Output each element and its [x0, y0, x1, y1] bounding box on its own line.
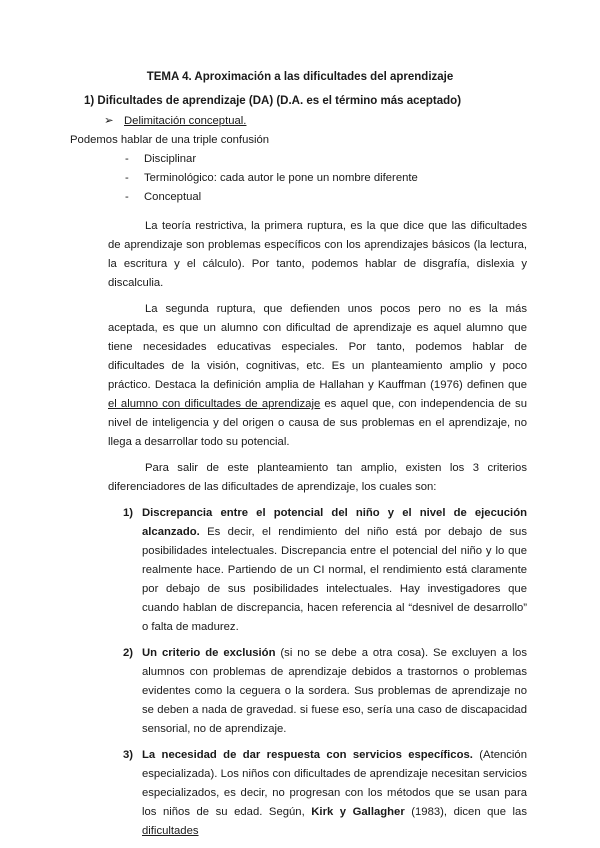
dash-bullet: -	[125, 172, 129, 184]
list-item	[125, 169, 418, 188]
criterion-text: Es decir, el rendimiento del niño está por debajo de sus posibilidades intelectuales. Discrepancia entre el potencial del niño y lo que realmente hace. Partiendo de un CI normal, el rendimiento está claramente por debajo de sus posibilidades intelectuales. Hay investigadores que cuando hablan de discrepancia, hacen referencia al “desnivel de desarrollo” o falta de madurez.	[142, 526, 527, 633]
underlined-definition: el alumno con dificultades de aprendizaje	[108, 398, 321, 410]
criterion-number: 2)	[123, 647, 134, 659]
underlined-term: dificultades	[142, 825, 199, 837]
criterion-text: (si no se debe a otra cosa). Se excluyen a los alumnos con problemas de aprendizaje debidos a trastornos o problemas evidentes como la ceguera o la sordera. Sus problemas de aprendizaje no se deben a nada de gravedad. si fuese eso, sería una caso de discapacidad sensorial, no de aprendizaje.	[142, 647, 527, 735]
list-item-text: Conceptual	[144, 191, 202, 203]
document-title: TEMA 4. Aproximación a las dificultades del aprendizaje	[146, 71, 454, 83]
section-heading: 1) Dificultades de aprendizaje (DA) (D.A. es el término más aceptado)	[84, 95, 462, 107]
intro-line: Podemos hablar de una triple confusión	[70, 134, 270, 146]
author-names: Kirk y Gallagher	[311, 806, 405, 818]
criterion-number: 3)	[123, 749, 134, 761]
criterion-number: 1)	[123, 507, 134, 519]
body-text	[108, 217, 527, 848]
dash-bullet: -	[125, 191, 129, 203]
list-item	[125, 150, 418, 169]
dash-bullet: -	[125, 153, 129, 165]
subheading-text: Delimitación conceptual.	[124, 115, 247, 127]
criterion-title: La necesidad de dar respuesta con servicios específicos.	[142, 749, 473, 761]
paragraph-restrictive-theory: La teoría restrictiva, la primera ruptura, es la que dice que las dificultades de aprendizaje son problemas específicos con los aprendizajes básicos (la lectura, la escritura y el cálculo). Por tanto, podemos hablar de disgrafía, dislexia y discalculia.	[108, 220, 527, 289]
subheading	[104, 112, 246, 131]
arrow-bullet-icon: ➢	[104, 115, 114, 127]
criterion-title: Un criterio de exclusión	[142, 647, 276, 659]
paragraph-text: es aquel que, con independencia de su nivel de inteligencia y del origen o causa de sus problemas en el aprendizaje, no llega a desarrollar todo su potencial.	[108, 398, 527, 448]
criterion-text: (Atención especializada). Los niños con dificultades de aprendizaje necesitan servicios especializados, es decir, no progresan con los métodos que se usan para los niños de su edad. Según,	[142, 749, 527, 818]
criterion-item	[108, 746, 527, 841]
list-item-text: Terminológico: cada autor le pone un nombre diferente	[144, 172, 418, 184]
paragraph-second-rupture	[108, 300, 527, 452]
criterion-item	[108, 504, 527, 637]
criteria-list	[108, 504, 527, 841]
confusion-list	[125, 150, 418, 207]
list-item	[125, 188, 418, 207]
list-item-text: Disciplinar	[144, 153, 197, 165]
criterion-title: Discrepancia entre el potencial del niño y el nivel de ejecución alcanzado.	[142, 507, 527, 538]
criterion-text: (1983), dicen que las	[404, 806, 527, 818]
criterion-item	[108, 644, 527, 739]
paragraph-criteria-intro: Para salir de este planteamiento tan amplio, existen los 3 criterios diferenciadores de las dificultades de aprendizaje, los cuales son:	[108, 462, 527, 493]
paragraph-text: La segunda ruptura, que defienden unos pocos pero no es la más aceptada, es que un alumno con dificultad de aprendizaje es aquel alumno que tiene necesidades educativas especiales. Por tanto, podemos hablar de dificultades de la visión, cognitivas, etc. Es un planteamiento amplio y poco práctico. Destaca la definición amplia de Hallahan y Kauffman (1976) definen que	[108, 303, 527, 391]
